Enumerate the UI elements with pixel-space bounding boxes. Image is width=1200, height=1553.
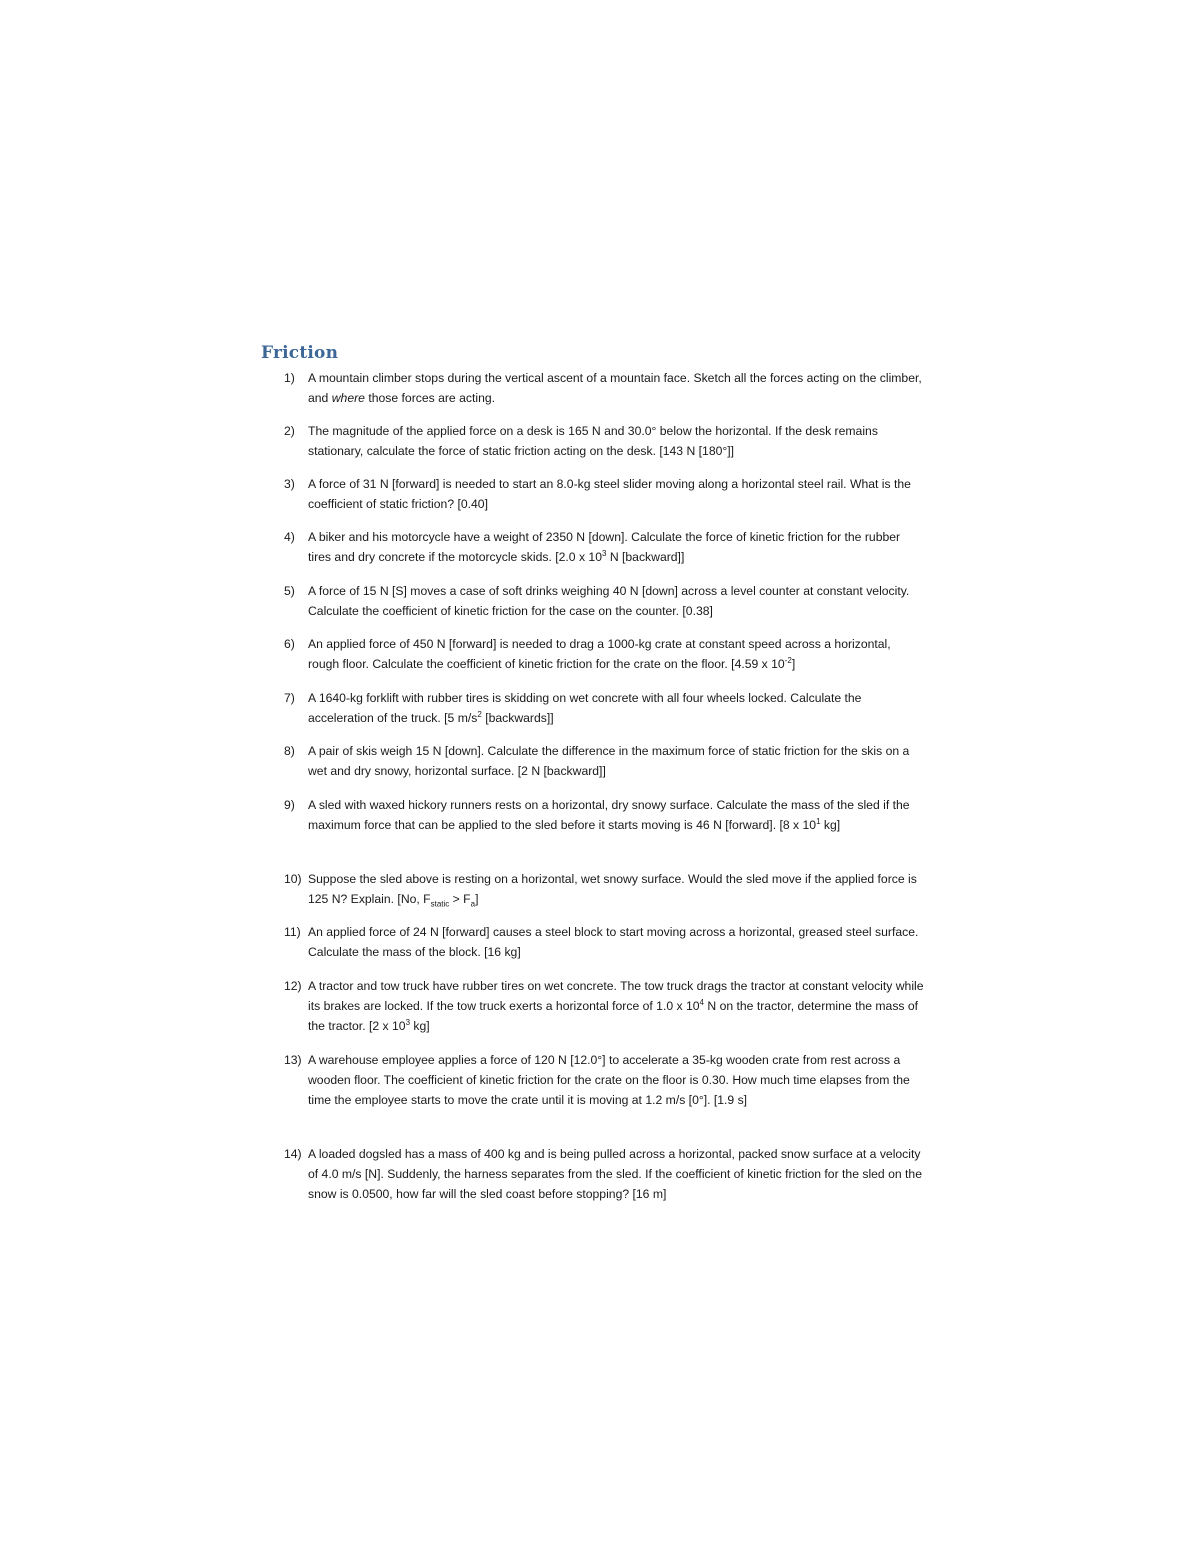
problem-text: A mountain climber stops during the vertical ascent of a mountain face. Sketch all the forces acting on the climber, and where those forces are acting. — [308, 371, 922, 405]
emphasis-word: where — [331, 391, 365, 405]
problem-2 — [284, 421, 924, 461]
problem-1 — [284, 368, 924, 408]
problem-12 — [284, 976, 924, 1036]
problem-number: 3) — [284, 477, 295, 491]
problem-text: The magnitude of the applied force on a desk is 165 N and 30.0° below the horizontal. If the desk remains stationary, calculate the force of static friction acting on the desk. [143 N [180°]] — [308, 424, 878, 458]
problem-10 — [284, 869, 924, 909]
problem-number: 13) — [284, 1053, 302, 1067]
problem-number: 2) — [284, 424, 295, 438]
problem-8 — [284, 741, 924, 781]
problem-text: Suppose the sled above is resting on a horizontal, wet snowy surface. Would the sled move if the applied force is 125 N? Explain. [No, $F_{static} > F_a$] — [308, 872, 917, 909]
problem-3 — [284, 474, 924, 514]
problem-number: 11) — [284, 925, 301, 939]
problem-number: 10) — [284, 872, 302, 886]
problem-6 — [284, 634, 924, 674]
problem-4 — [284, 527, 924, 567]
problem-text: A force of 31 N [forward] is needed to start an 8.0-kg steel slider moving along a horizontal steel rail. What is the coefficient of static friction? [0.40] — [308, 477, 911, 511]
problem-number: 4) — [284, 530, 295, 544]
problem-number: 9) — [284, 798, 295, 812]
problem-5 — [284, 581, 924, 621]
problem-text: A loaded dogsled has a mass of 400 kg and is being pulled across a horizontal, packed snow surface at a velocity of 4.0 m/s [N]. Suddenly, the harness separates from the sled. If the coefficient of kinetic friction for the sled on the snow is 0.0500, how far will the sled coast before stopping? [16 m] — [308, 1147, 922, 1201]
problem-number: 14) — [284, 1147, 302, 1161]
problem-13 — [284, 1050, 924, 1110]
problem-text: A biker and his motorcycle have a weight of 2350 N [down]. Calculate the force of kinetic friction for the rubber tires and dry concrete if the motorcycle skids. [2.0 x $10^3$ N [backward]] — [308, 530, 901, 564]
problem-number: 6) — [284, 637, 295, 651]
problem-number: 5) — [284, 584, 295, 598]
problem-14 — [284, 1144, 924, 1204]
problem-11 — [284, 922, 924, 962]
problem-number: 7) — [284, 691, 295, 705]
problem-text: An applied force of 450 N [forward] is needed to drag a 1000-kg crate at constant speed across a horizontal, rough floor. Calculate the coefficient of kinetic friction for the crate on the floor. [4.59 x $10^{-2}$] — [308, 637, 891, 671]
problem-7 — [284, 688, 924, 728]
problem-text: A warehouse employee applies a force of 120 N [12.0°] to accelerate a 35-kg wooden crate from rest across a wooden floor. The coefficient of kinetic friction for the crate on the floor is 0.30. How much time elapses from the time the employee starts to move the crate until it is moving at 1.2 m/s [0°]. [1.9 s] — [308, 1053, 910, 1107]
problem-number: 8) — [284, 744, 295, 758]
problem-text: A force of 15 N [S] moves a case of soft drinks weighing 40 N [down] across a level counter at constant velocity. Calculate the coefficient of kinetic friction for the case on the counter. [0.38] — [308, 584, 910, 618]
problem-text: An applied force of 24 N [forward] causes a steel block to start moving across a horizontal, greased steel surface. Calculate the mass of the block. [16 kg] — [308, 925, 919, 959]
problem-text: A sled with waxed hickory runners rests on a horizontal, dry snowy surface. Calculate the mass of the sled if the maximum force that can be applied to the sled before it starts moving is 46 N [forward]. [8 x $10^1$ kg] — [308, 798, 910, 832]
problem-number: 12) — [284, 979, 302, 993]
page-title: Friction — [261, 343, 339, 363]
problem-9 — [284, 795, 924, 835]
problem-number: 1) — [284, 371, 295, 385]
problem-text: A pair of skis weigh 15 N [down]. Calculate the difference in the maximum force of static friction for the skis on a wet and dry snowy, horizontal surface. [2 N [backward]] — [308, 744, 910, 778]
problem-text: A 1640-kg forklift with rubber tires is skidding on wet concrete with all four wheels locked. Calculate the acceleration of the truck. [5 $m/s^2$ [backwards]] — [308, 691, 862, 725]
problem-text: A tractor and tow truck have rubber tires on wet concrete. The tow truck drags the tractor at constant velocity while its brakes are locked. If the tow truck exerts a horizontal force of 1.0 x $10^4$ N on the tractor, determine the mass of the tractor. [2 x $10^3$ kg] — [308, 979, 924, 1033]
